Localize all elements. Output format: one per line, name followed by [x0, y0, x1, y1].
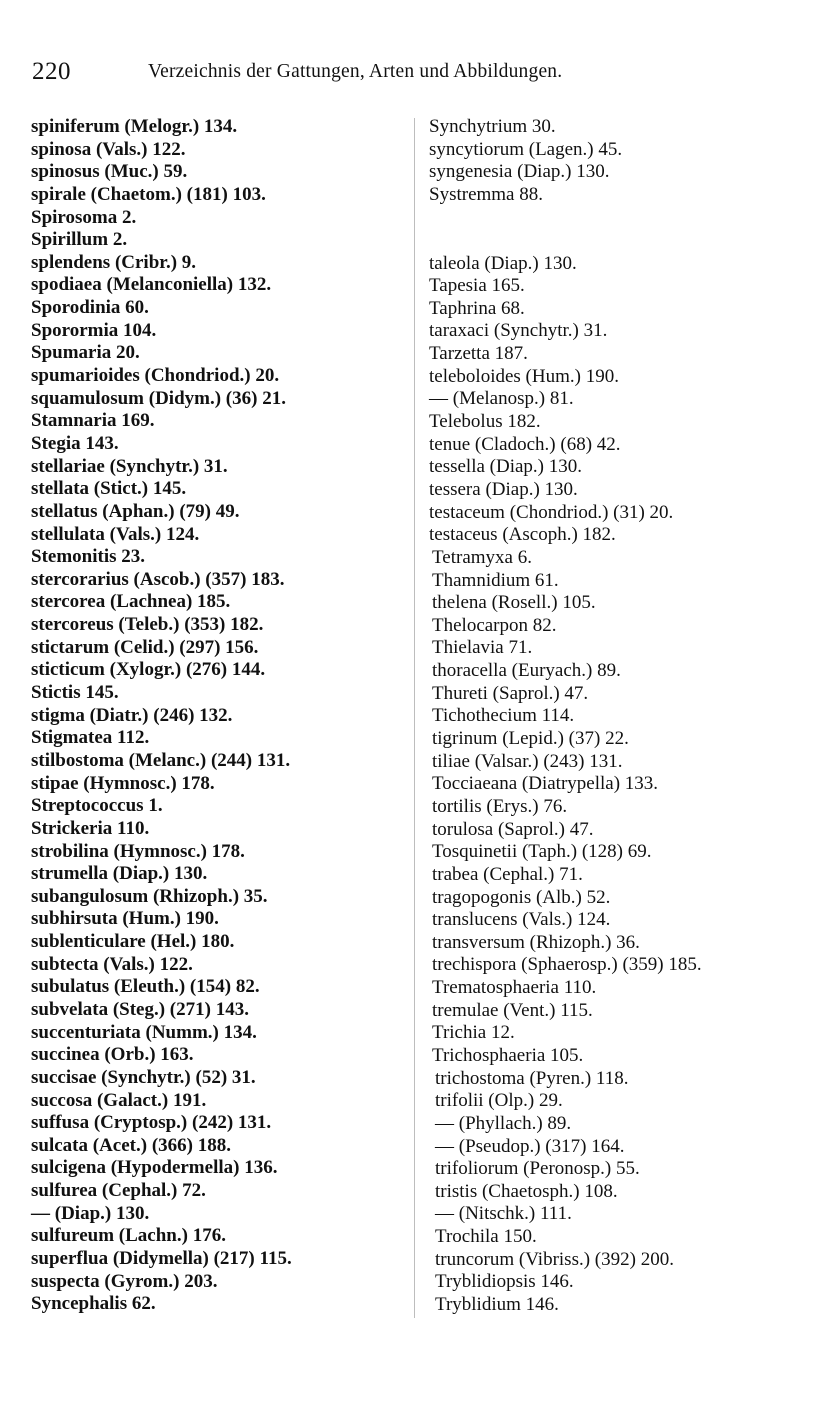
- index-entry: Tryblidiopsis 146.: [435, 1271, 574, 1293]
- index-entry: tessera (Diap.) 130.: [429, 478, 578, 500]
- running-title: Verzeichnis der Gattungen, Arten und Abbildungen.: [148, 61, 563, 82]
- index-entry: thoracella (Euryach.) 89.: [432, 660, 621, 682]
- index-entry: Telebolus 182.: [429, 411, 541, 433]
- index-entry: Spumaria 20.: [31, 342, 140, 364]
- index-entry: subtecta (Vals.) 122.: [31, 953, 193, 975]
- index-entry: — (Phyllach.) 89.: [435, 1112, 572, 1134]
- index-entry: transversum (Rhizoph.) 36.: [432, 931, 640, 953]
- index-entry: — (Pseudop.) (317) 164.: [435, 1135, 625, 1157]
- index-entry: superflua (Didymella) (217) 115.: [31, 1248, 292, 1270]
- index-entry: tremulae (Vent.) 115.: [432, 999, 593, 1021]
- index-entry: tragopogonis (Alb.) 52.: [432, 886, 611, 908]
- index-entry: tristis (Chaetosph.) 108.: [435, 1180, 618, 1202]
- index-entry: Strickeria 110.: [31, 817, 150, 839]
- index-entry: trifolii (Olp.) 29.: [435, 1090, 563, 1112]
- index-entry: Thureti (Saprol.) 47.: [432, 682, 589, 704]
- index-entry: stellariae (Synchytr.) 31.: [31, 455, 228, 477]
- index-entry: sulfurea (Cephal.) 72.: [31, 1180, 206, 1202]
- index-entry: stipae (Hymnosc.) 178.: [31, 772, 215, 794]
- section-gap: [429, 207, 819, 253]
- index-entry: subvelata (Steg.) (271) 143.: [31, 998, 249, 1020]
- index-entry: trabea (Cephal.) 71.: [432, 863, 583, 885]
- index-entry: subhirsuta (Hum.) 190.: [31, 908, 219, 930]
- index-entry: subangulosum (Rhizoph.) 35.: [31, 885, 268, 907]
- index-column-right: [429, 116, 819, 1317]
- index-entry: sticticum (Xylogr.) (276) 144.: [31, 659, 266, 681]
- index-entry: spirale (Chaetom.) (181) 103.: [31, 183, 266, 205]
- index-entry: sulcigena (Hypodermella) 136.: [31, 1157, 278, 1179]
- index-entry: Thelocarpon 82.: [432, 614, 557, 636]
- index-entry: — (Melanosp.) 81.: [429, 388, 574, 410]
- index-entry: testaceus (Ascoph.) 182.: [429, 524, 616, 546]
- index-entry: syncytiorum (Lagen.) 45.: [429, 138, 623, 160]
- index-entry: Sporormia 104.: [31, 319, 157, 341]
- index-entry: Tosquinetii (Taph.) (128) 69.: [432, 841, 652, 863]
- index-entry: Trichosphaeria 105.: [432, 1044, 584, 1066]
- index-entry: trechispora (Sphaerosp.) (359) 185.: [432, 954, 702, 976]
- index-entry: tessella (Diap.) 130.: [429, 456, 583, 478]
- index-entry: Thielavia 71.: [432, 637, 533, 659]
- index-entry: torulosa (Saprol.) 47.: [432, 818, 594, 840]
- index-entry: subulatus (Eleuth.) (154) 82.: [31, 976, 260, 998]
- index-entry: stellata (Stict.) 145.: [31, 478, 187, 500]
- index-entry: strumella (Diap.) 130.: [31, 863, 208, 885]
- index-entry: Synchytrium 30.: [429, 116, 556, 137]
- index-entry: tigrinum (Lepid.) (37) 22.: [432, 728, 629, 750]
- index-entry: taraxaci (Synchytr.) 31.: [429, 320, 608, 342]
- index-entry: translucens (Vals.) 124.: [432, 909, 611, 931]
- index-entry: succosa (Galact.) 191.: [31, 1089, 207, 1111]
- index-entry: Sporodinia 60.: [31, 297, 149, 319]
- index-entry: Systremma 88.: [429, 183, 543, 205]
- index-entry: trifoliorum (Peronosp.) 55.: [435, 1158, 640, 1180]
- index-entry: Tetramyxa 6.: [432, 546, 532, 568]
- index-entry: — (Diap.) 130.: [31, 1202, 150, 1224]
- index-entry: stercoreus (Teleb.) (353) 182.: [31, 614, 264, 636]
- index-entry: truncorum (Vibriss.) (392) 200.: [435, 1248, 674, 1270]
- index-entry: Spirillum 2.: [31, 229, 128, 251]
- index-entry: stellulata (Vals.) 124.: [31, 523, 200, 545]
- index-entry: spodiaea (Melanconiella) 132.: [31, 274, 272, 296]
- index-entry: sulcata (Acet.) (366) 188.: [31, 1134, 231, 1156]
- index-entry: stercorarius (Ascob.) (357) 183.: [31, 568, 285, 590]
- index-entry: sublenticulare (Hel.) 180.: [31, 931, 235, 953]
- index-entry: Stegia 143.: [31, 432, 119, 454]
- index-entry: Taphrina 68.: [429, 297, 525, 319]
- index-entry: spinosus (Muc.) 59.: [31, 161, 188, 183]
- index-entry: stictarum (Celid.) (297) 156.: [31, 636, 259, 658]
- index-entry: strobilina (Hymnosc.) 178.: [31, 840, 245, 862]
- index-entry: splendens (Cribr.) 9.: [31, 251, 197, 273]
- index-entry: taleola (Diap.) 130.: [429, 252, 577, 274]
- index-entry: suffusa (Cryptosp.) (242) 131.: [31, 1112, 272, 1134]
- index-entry: sulfureum (Lachn.) 176.: [31, 1225, 226, 1247]
- index-entry: Streptococcus 1.: [31, 795, 163, 817]
- index-entry: suspecta (Gyrom.) 203.: [31, 1270, 218, 1292]
- index-entry: Thamnidium 61.: [432, 569, 559, 591]
- index-entry: succinea (Orb.) 163.: [31, 1044, 194, 1066]
- index-entry: Spirosoma 2.: [31, 206, 137, 228]
- index-entry: syngenesia (Diap.) 130.: [429, 161, 610, 183]
- index-entry: — (Nitschk.) 111.: [435, 1203, 572, 1225]
- index-entry: Tichothecium 114.: [432, 705, 575, 727]
- index-entry: Trochila 150.: [435, 1226, 537, 1248]
- index-entry: testaceum (Chondriod.) (31) 20.: [429, 501, 674, 523]
- index-entry: Trematosphaeria 110.: [432, 977, 597, 999]
- index-entry: succenturiata (Numm.) 134.: [31, 1021, 257, 1043]
- page-number: 220: [32, 58, 71, 85]
- page-header: [32, 58, 812, 92]
- index-entry: spiniferum (Melogr.) 134.: [31, 116, 238, 137]
- index-entry: Tocciaeana (Diatrypella) 133.: [432, 773, 659, 795]
- index-entry: trichostoma (Pyren.) 118.: [435, 1067, 629, 1089]
- index-entry: stercorea (Lachnea) 185.: [31, 591, 231, 613]
- index-entry: Tarzetta 187.: [429, 343, 528, 365]
- index-column-left: [31, 116, 416, 1316]
- index-entry: thelena (Rosell.) 105.: [432, 592, 596, 614]
- index-entry: tenue (Cladoch.) (68) 42.: [429, 433, 621, 455]
- index-entry: Trichia 12.: [432, 1022, 515, 1044]
- index-entry: Stemonitis 23.: [31, 546, 145, 568]
- index-entry: stigma (Diatr.) (246) 132.: [31, 704, 233, 726]
- index-entry: Stamnaria 169.: [31, 410, 155, 432]
- index-entry: Tapesia 165.: [429, 275, 525, 297]
- index-entry: spumarioides (Chondriod.) 20.: [31, 365, 280, 387]
- index-entry: succisae (Synchytr.) (52) 31.: [31, 1066, 256, 1088]
- index-entry: tortilis (Erys.) 76.: [432, 795, 568, 817]
- index-entry: Stictis 145.: [31, 682, 119, 704]
- index-entry: spinosa (Vals.) 122.: [31, 138, 186, 160]
- index-entry: tiliae (Valsar.) (243) 131.: [432, 750, 623, 772]
- index-entry: Tryblidium 146.: [435, 1294, 559, 1316]
- index-entry: Stigmatea 112.: [31, 727, 150, 749]
- index-entry: squamulosum (Didym.) (36) 21.: [31, 387, 286, 409]
- index-entry: stellatus (Aphan.) (79) 49.: [31, 500, 240, 522]
- index-entry: teleboloides (Hum.) 190.: [429, 365, 619, 387]
- index-entry: stilbostoma (Melanc.) (244) 131.: [31, 749, 291, 771]
- index-entry: Syncephalis 62.: [31, 1293, 156, 1315]
